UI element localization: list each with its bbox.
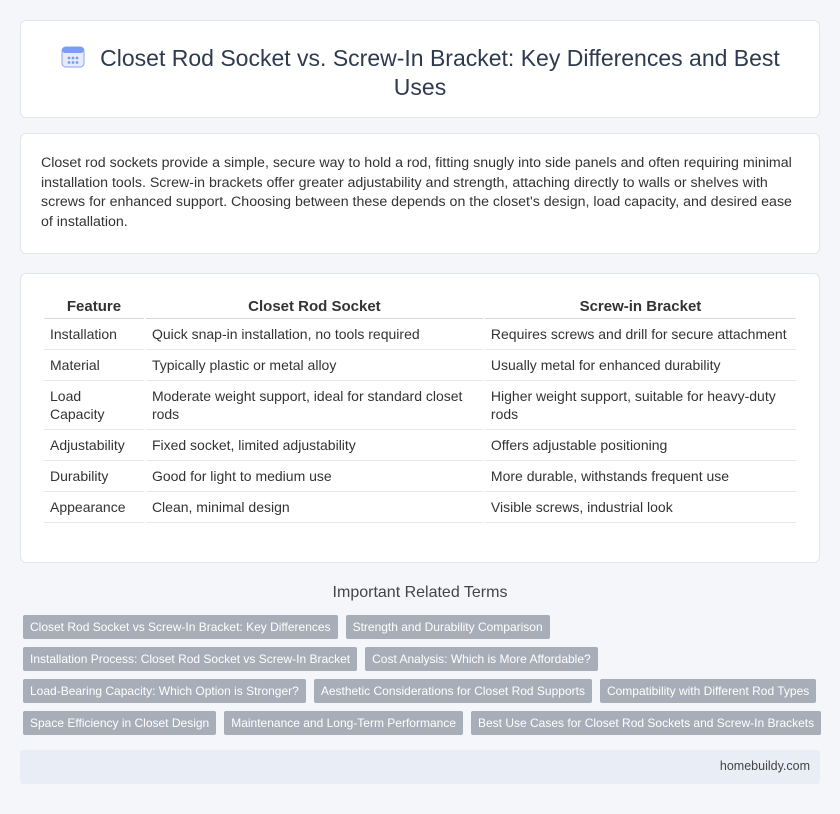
tag-row (23, 711, 823, 735)
table-row (44, 492, 796, 523)
table-cell: Material (44, 350, 144, 381)
table-row (44, 350, 796, 381)
table-cell: Good for light to medium use (146, 461, 483, 492)
table-cell: Appearance (44, 492, 144, 523)
footer-site-link[interactable]: homebuildy.com (719, 759, 810, 773)
table-cell: Durability (44, 461, 144, 492)
table-cell: Installation (44, 319, 144, 350)
table-cell: Adjustability (44, 430, 144, 461)
summary-text: Closet rod sockets provide a simple, secure way to hold a rod, fitting snugly into side panels and often requiring minimal installation tools. Screw-in brackets offer greater adjustability and strength, attaching directly to walls or shelves with screws for enhanced support. Choosing between these depends on the closet's design, load capacity, and desired ease of installation. (41, 155, 792, 230)
related-terms-list (23, 615, 823, 743)
column-header-bracket: Screw-in Bracket (485, 294, 796, 319)
tag-row (23, 679, 823, 703)
calendar-icon (60, 43, 86, 69)
table-header-row (44, 294, 796, 319)
table-cell: Load Capacity (44, 381, 144, 430)
table-cell: Moderate weight support, ideal for standard closet rods (146, 381, 483, 430)
column-header-socket: Closet Rod Socket (146, 294, 483, 319)
column-header-feature: Feature (44, 294, 144, 319)
summary-card (20, 133, 820, 254)
table-cell: Typically plastic or metal alloy (146, 350, 483, 381)
table-row (44, 319, 796, 350)
table-cell: Usually metal for enhanced durability (485, 350, 796, 381)
related-term-tag[interactable]: Closet Rod Socket vs Screw-In Bracket: Key Differences (23, 615, 338, 639)
related-term-tag[interactable]: Space Efficiency in Closet Design (23, 711, 216, 735)
related-term-tag[interactable]: Maintenance and Long-Term Performance (224, 711, 463, 735)
title-wrap (21, 43, 819, 102)
table-cell: Higher weight support, suitable for heavy-duty rods (485, 381, 796, 430)
header-card (20, 20, 820, 118)
comparison-table-card (20, 273, 820, 563)
related-term-tag[interactable]: Load-Bearing Capacity: Which Option is Stronger? (23, 679, 306, 703)
table-cell: More durable, withstands frequent use (485, 461, 796, 492)
tag-row (23, 615, 823, 639)
table-cell: Requires screws and drill for secure attachment (485, 319, 796, 350)
table-row (44, 381, 796, 430)
related-term-tag[interactable]: Compatibility with Different Rod Types (600, 679, 816, 703)
table-cell: Offers adjustable positioning (485, 430, 796, 461)
table-row (44, 430, 796, 461)
related-term-tag[interactable]: Best Use Cases for Closet Rod Sockets and Screw-In Brackets (471, 711, 821, 735)
page-title: Closet Rod Socket vs. Screw-In Bracket: Key Differences and Best Uses (100, 45, 780, 100)
related-terms-title: Important Related Terms (332, 584, 508, 601)
related-term-tag[interactable]: Cost Analysis: Which is More Affordable? (365, 647, 598, 671)
table-cell: Visible screws, industrial look (485, 492, 796, 523)
table-row (44, 461, 796, 492)
related-term-tag[interactable]: Aesthetic Considerations for Closet Rod Supports (314, 679, 592, 703)
table-cell: Clean, minimal design (146, 492, 483, 523)
related-term-tag[interactable]: Installation Process: Closet Rod Socket vs Screw-In Bracket (23, 647, 357, 671)
comparison-table (42, 294, 798, 523)
tag-row (23, 647, 823, 671)
table-cell: Fixed socket, limited adjustability (146, 430, 483, 461)
related-term-tag[interactable]: Strength and Durability Comparison (346, 615, 550, 639)
table-cell: Quick snap-in installation, no tools required (146, 319, 483, 350)
footer (20, 750, 820, 784)
